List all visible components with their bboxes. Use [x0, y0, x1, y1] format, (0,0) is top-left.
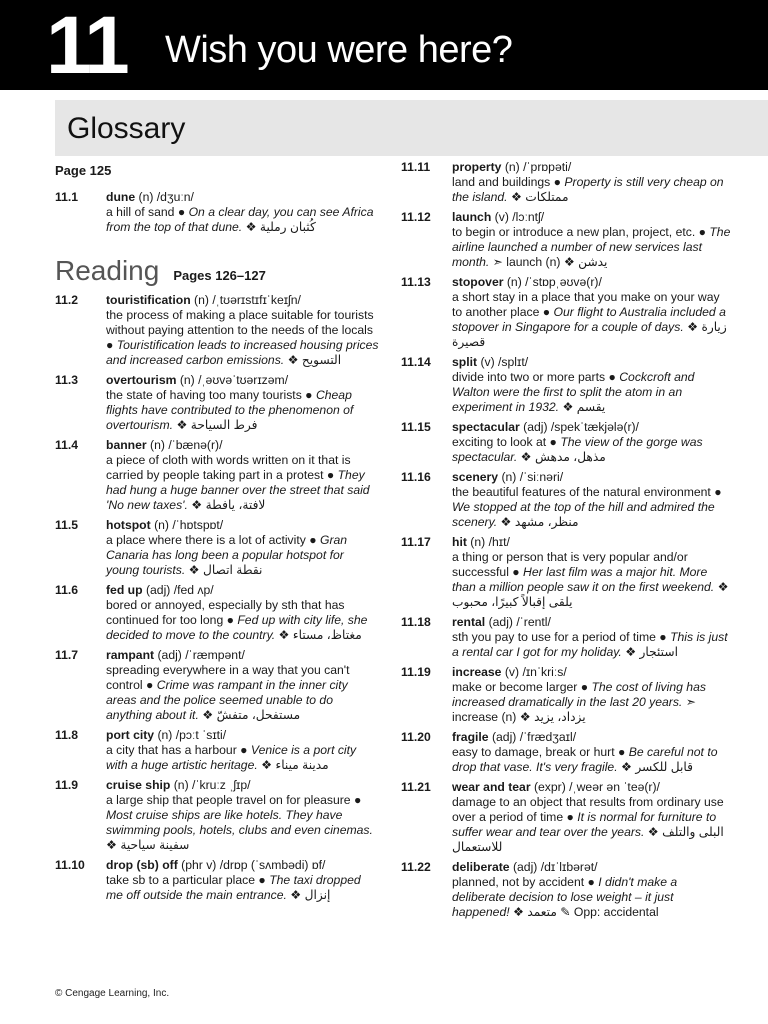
part-of-speech-pronunciation: (n) /pɔːt ˈsɪti/ — [157, 728, 227, 742]
entry-body — [452, 420, 731, 465]
entry-body — [106, 518, 380, 578]
diamond-icon: ❖ — [647, 825, 659, 839]
example-sentence: The taxi dropped me off outside the main entrance. — [106, 873, 361, 902]
diamond-icon: ❖ — [278, 628, 290, 642]
glossary-entry — [55, 518, 380, 578]
diamond-icon: ❖ — [500, 515, 512, 529]
definition: a thing or person that is very popular and/or successful ● — [452, 550, 688, 579]
entry-number: 11.5 — [55, 518, 79, 532]
headword: deliberate — [452, 860, 510, 874]
headword: rampant — [106, 648, 155, 662]
part-of-speech-pronunciation: (n) /hɪt/ — [470, 535, 510, 549]
example-sentence: Her last film was a major hit. More than a million people saw it on the first weekend. — [452, 565, 715, 594]
arabic-translation: إنزال — [304, 888, 331, 902]
entry-body — [106, 728, 380, 773]
definition: damage to an object that results from ordinary use over a period of time ● — [452, 795, 724, 824]
arabic-translation: سفينة سياحية — [120, 838, 190, 852]
arabic-translation: قابل للكسر — [635, 760, 693, 774]
arabic-translation: مستفحل، متفشّ — [216, 708, 301, 722]
diamond-icon: ❖ — [191, 498, 203, 512]
arabic-translation: متعمد — [527, 905, 557, 919]
example-sentence: Our flight to Australia included a stopover in Singapore for a couple of days. — [452, 305, 726, 334]
glossary-entry — [401, 275, 731, 350]
related-form: ➣ launch (n) — [492, 255, 561, 269]
entry-number: 11.17 — [401, 535, 431, 549]
unit-title: Wish you were here? — [165, 29, 513, 71]
entry-body — [452, 535, 731, 610]
part-of-speech-pronunciation: (adj) /fed ʌp/ — [145, 583, 214, 597]
glossary-entry — [401, 730, 731, 775]
entry-body — [106, 373, 380, 433]
glossary-bar — [55, 100, 768, 156]
headword: port city — [106, 728, 155, 742]
entry-number: 11.1 — [55, 190, 79, 204]
entry-body — [452, 210, 731, 270]
part-of-speech-pronunciation: (adj) /ˈrentl/ — [488, 615, 551, 629]
definition: to begin or introduce a new plan, project, etc. ● — [452, 225, 706, 239]
part-of-speech-pronunciation: (n) /ˈsiːnəri/ — [501, 470, 564, 484]
headword: fragile — [452, 730, 489, 744]
example-sentence: The airline launched a number of new services last month. — [452, 225, 731, 269]
entry-list-page-125 — [55, 190, 380, 235]
diamond-icon: ❖ — [563, 255, 575, 269]
entry-number: 11.12 — [401, 210, 431, 224]
entry-body — [452, 470, 731, 530]
diamond-icon: ❖ — [202, 708, 214, 722]
arabic-translation: مذهل، مدهش — [534, 450, 606, 464]
arabic-translation: لافتة، يافطة — [205, 498, 266, 512]
entry-list-reading — [55, 293, 380, 903]
headword: launch — [452, 210, 492, 224]
part-of-speech-pronunciation: (n) /ˈkruːz ˌʃɪp/ — [173, 778, 251, 792]
definition: a place where there is a lot of activity ● — [106, 533, 317, 547]
definition: a city that has a harbour ● — [106, 743, 248, 757]
part-of-speech-pronunciation: (n) /ˈstɒpˌəʊvə(r)/ — [506, 275, 602, 289]
glossary-entry — [55, 293, 380, 368]
headword: drop (sb) off — [106, 858, 178, 872]
headword: rental — [452, 615, 486, 629]
definition: the beautiful features of the natural environment ● — [452, 485, 722, 499]
diamond-icon: ❖ — [245, 220, 257, 234]
diamond-icon: ❖ — [519, 710, 531, 724]
diamond-icon: ❖ — [106, 838, 117, 852]
entry-body — [106, 648, 380, 723]
headword: split — [452, 355, 478, 369]
entry-number: 11.15 — [401, 420, 431, 434]
entry-number: 11.13 — [401, 275, 431, 289]
glossary-entry — [401, 615, 731, 660]
arabic-translation: فرط السياحة — [190, 418, 258, 432]
entry-number: 11.19 — [401, 665, 431, 679]
headword: scenery — [452, 470, 499, 484]
diamond-icon: ❖ — [620, 760, 632, 774]
definition: the state of having too many tourists ● — [106, 388, 313, 402]
example-sentence: Cockcroft and Walton were the first to split the atom in an experiment in 1932. — [452, 370, 695, 414]
arabic-translation: كُثبان رملية — [259, 220, 316, 234]
example-sentence: I didn't make a deliberate decision to lose weight – it just happened! — [452, 875, 678, 919]
related-form: ➣ increase (n) — [452, 695, 696, 724]
diamond-icon: ❖ — [520, 450, 532, 464]
opposite-note: ✎ Opp: accidental — [560, 905, 659, 919]
example-sentence: Gran Canaria has long been a popular hotspot for young tourists. — [106, 533, 348, 577]
diamond-icon: ❖ — [290, 888, 302, 902]
part-of-speech-pronunciation: (adj) /dɪˈlɪbərət/ — [512, 860, 598, 874]
arabic-translation: منظر، مشهد — [514, 515, 579, 529]
entry-body — [452, 160, 731, 205]
glossary-entry — [401, 355, 731, 415]
entry-number: 11.11 — [401, 160, 431, 174]
left-column — [55, 160, 380, 908]
glossary-entry — [55, 858, 380, 903]
arabic-translation: استئجار — [639, 645, 678, 659]
entry-body — [106, 293, 380, 368]
arabic-translation: مغتاظ، مستاء — [292, 628, 362, 642]
diamond-icon: ❖ — [687, 320, 699, 334]
arabic-translation: يدشن — [578, 255, 608, 269]
glossary-entry — [401, 160, 731, 205]
entry-number: 11.18 — [401, 615, 431, 629]
entry-number: 11.9 — [55, 778, 79, 792]
glossary-entry — [55, 728, 380, 773]
entry-body — [106, 438, 380, 513]
reading-section-heading — [55, 255, 380, 287]
glossary-entry — [401, 665, 731, 725]
entry-body — [452, 275, 731, 350]
part-of-speech-pronunciation: (n) /dʒuːn/ — [138, 190, 194, 204]
arabic-translation: زيارة قصيرة — [452, 320, 727, 349]
entry-number: 11.2 — [55, 293, 79, 307]
arabic-translation: يلقى إقبالاً كبيرًا، محبوب — [452, 595, 573, 609]
headword: cruise ship — [106, 778, 171, 792]
glossary-entry — [55, 648, 380, 723]
right-column — [401, 160, 731, 925]
headword: increase — [452, 665, 502, 679]
definition: planned, not by accident ● — [452, 875, 595, 889]
glossary-entry — [55, 583, 380, 643]
entry-body — [452, 730, 731, 775]
diamond-icon: ❖ — [562, 400, 574, 414]
entry-number: 11.21 — [401, 780, 431, 794]
headword: fed up — [106, 583, 143, 597]
glossary-title: Glossary — [67, 112, 186, 145]
part-of-speech-pronunciation: (n) /ˈprɒpəti/ — [504, 160, 572, 174]
definition: exciting to look at ● — [452, 435, 557, 449]
diamond-icon: ❖ — [261, 758, 273, 772]
entry-body — [106, 190, 380, 235]
diamond-icon: ❖ — [717, 580, 729, 594]
example-sentence: Touristification leads to increased housing prices and increased carbon emissions. — [106, 338, 379, 367]
arabic-translation: يقسم — [576, 400, 606, 414]
entry-body — [452, 355, 731, 415]
section-pages: Pages 126–127 — [173, 268, 266, 283]
definition: bored or annoyed, especially by sth that has continued for too long ● — [106, 598, 345, 627]
definition: sth you pay to use for a period of time ● — [452, 630, 667, 644]
part-of-speech-pronunciation: (v) /lɔːntʃ/ — [494, 210, 545, 224]
glossary-entry — [55, 438, 380, 513]
part-of-speech-pronunciation: (adj) /ˈfrædʒaɪl/ — [491, 730, 577, 744]
entry-number: 11.6 — [55, 583, 79, 597]
entry-list-right — [401, 160, 731, 920]
part-of-speech-pronunciation: (v) /splɪt/ — [480, 355, 529, 369]
definition: easy to damage, break or hurt ● — [452, 745, 626, 759]
definition: a large ship that people travel on for pleasure ● — [106, 793, 362, 807]
definition: land and buildings ● — [452, 175, 562, 189]
part-of-speech-pronunciation: (phr v) /drɒp (ˈsʌmbədi) ɒf/ — [181, 858, 326, 872]
definition: a hill of sand ● — [106, 205, 186, 219]
example-sentence: Be careful not to drop that vase. It's very fragile. — [452, 745, 718, 774]
entry-body — [106, 778, 380, 853]
definition: take sb to a particular place ● — [106, 873, 266, 887]
part-of-speech-pronunciation: (n) /ˌtʊərɪstɪfɪˈkeɪʃn/ — [194, 293, 301, 307]
entry-number: 11.20 — [401, 730, 431, 744]
entry-number: 11.14 — [401, 355, 431, 369]
example-sentence: The view of the gorge was spectacular. — [452, 435, 703, 464]
definition: a short stay in a place that you make on your way to another place ● — [452, 290, 720, 319]
entry-number: 11.3 — [55, 373, 79, 387]
diamond-icon: ❖ — [287, 353, 299, 367]
headword: touristification — [106, 293, 191, 307]
arabic-translation: مدينة ميناء — [275, 758, 329, 772]
entry-body — [452, 780, 731, 855]
part-of-speech-pronunciation: (n) /ˌəʊvəˈtʊərɪzəm/ — [179, 373, 289, 387]
headword: overtourism — [106, 373, 177, 387]
example-sentence: On a clear day, you can see Africa from the top of that dune. — [106, 205, 374, 234]
glossary-entry — [401, 470, 731, 530]
example-sentence: Venice is a port city with a huge artistic heritage. — [106, 743, 357, 772]
part-of-speech-pronunciation: (n) /ˈhɒtspɒt/ — [154, 518, 224, 532]
headword: banner — [106, 438, 147, 452]
diamond-icon: ❖ — [176, 418, 188, 432]
glossary-entry — [55, 373, 380, 433]
example-sentence: This is just a rental car I got for my holiday. — [452, 630, 728, 659]
example-sentence: Cheap flights have contributed to the phenomenon of overtourism. — [106, 388, 354, 432]
arabic-translation: يزداد، يزيد — [534, 710, 586, 724]
part-of-speech-pronunciation: (n) /ˈbænə(r)/ — [150, 438, 223, 452]
example-sentence: They had hung a huge banner over the street that said 'No new taxes'. — [106, 468, 370, 512]
arabic-translation: التسويح — [301, 353, 342, 367]
entry-body — [452, 860, 731, 920]
part-of-speech-pronunciation: (adj) /spekˈtækjələ(r)/ — [523, 420, 639, 434]
example-sentence: Most cruise ships are like hotels. They have swimming pools, hotels, clubs and even cinemas. — [106, 808, 373, 837]
definition: the process of making a place suitable for tourists without paying attention to the needs of the locals ● — [106, 308, 374, 352]
arabic-translation: البلى والتلف للاستعمال — [452, 825, 724, 854]
example-sentence: Fed up with city life, she decided to move to the country. — [106, 613, 368, 642]
entry-number: 11.22 — [401, 860, 431, 874]
headword: stopover — [452, 275, 504, 289]
headword: wear and tear — [452, 780, 531, 794]
definition: divide into two or more parts ● — [452, 370, 616, 384]
unit-number: 11 — [46, 0, 127, 91]
copyright-footer: © Cengage Learning, Inc. — [55, 988, 170, 999]
section-title: Reading — [55, 255, 160, 286]
entry-number: 11.4 — [55, 438, 79, 452]
part-of-speech-pronunciation: (v) /ɪnˈkriːs/ — [504, 665, 567, 679]
headword: hotspot — [106, 518, 151, 532]
example-sentence: It is normal for furniture to suffer wear and tear over the years. — [452, 810, 717, 839]
diamond-icon: ❖ — [510, 190, 522, 204]
glossary-entry — [55, 778, 380, 853]
entry-body — [106, 858, 380, 903]
entry-number: 11.10 — [55, 858, 85, 872]
glossary-entry — [401, 860, 731, 920]
definition: a piece of cloth with words written on it that is carried by people taking part in a protest ● — [106, 453, 351, 482]
definition: make or become larger ● — [452, 680, 589, 694]
entry-number: 11.8 — [55, 728, 79, 742]
diamond-icon: ❖ — [188, 563, 200, 577]
page-reference: Page 125 — [55, 163, 112, 178]
headword: property — [452, 160, 502, 174]
arabic-translation: نقطة اتصال — [202, 563, 263, 577]
diamond-icon: ❖ — [625, 645, 637, 659]
glossary-entry — [55, 190, 380, 235]
diamond-icon: ❖ — [513, 905, 524, 919]
entry-body — [452, 615, 731, 660]
glossary-entry — [401, 535, 731, 610]
example-sentence: We stopped at the top of the hill and admired the scenery. — [452, 500, 715, 529]
arabic-translation: ممتلكات — [525, 190, 569, 204]
glossary-entry — [401, 210, 731, 270]
definition: spreading everywhere in a way that you can't control ● — [106, 663, 350, 692]
entry-body — [106, 583, 380, 643]
entry-number: 11.16 — [401, 470, 431, 484]
headword: hit — [452, 535, 467, 549]
part-of-speech-pronunciation: (expr) /ˌweər ən ˈteə(r)/ — [533, 780, 660, 794]
example-sentence: Property is still very cheap on the island. — [452, 175, 724, 204]
example-sentence: The cost of living has increased dramatically in the last 20 years. — [452, 680, 706, 709]
headword: spectacular — [452, 420, 520, 434]
example-sentence: Crime was rampant in the inner city areas and the police seemed unable to do anything about it. — [106, 678, 348, 722]
headword: dune — [106, 190, 136, 204]
part-of-speech-pronunciation: (adj) /ˈræmpənt/ — [157, 648, 245, 662]
entry-number: 11.7 — [55, 648, 79, 662]
glossary-entry — [401, 780, 731, 855]
glossary-entry — [401, 420, 731, 465]
entry-body — [452, 665, 731, 725]
unit-header — [0, 0, 768, 90]
